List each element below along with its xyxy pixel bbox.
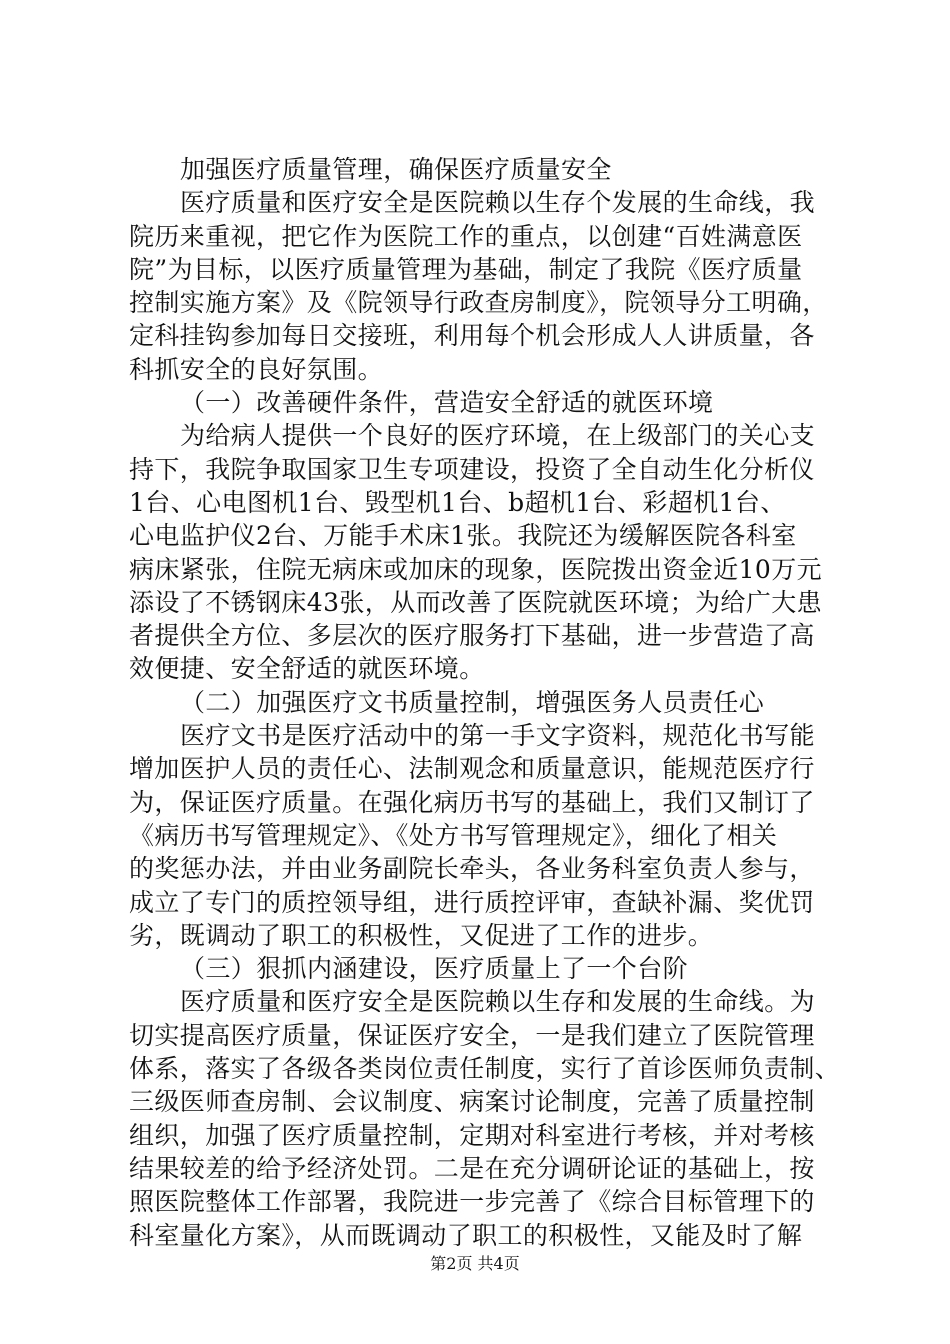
text-line: 三级医师查房制、会议制度、病案讨论制度，完善了质量控制 — [129, 1087, 815, 1117]
text-line: 1台、心电图机1台、毁型机1台、b超机1台、彩超机1台、 — [129, 487, 786, 517]
text-line: 医疗文书是医疗活动中的第一手文字资料，规范化书写能 — [180, 721, 816, 751]
subsection-heading: （二）加强医疗文书质量控制，增强医务人员责任心 — [180, 687, 765, 717]
text-line: 效便捷、安全舒适的就医环境。 — [129, 654, 485, 684]
text-line: 控制实施方案》及《院领导行政查房制度》，院领导分工明确， — [129, 288, 828, 318]
text-line: 为给病人提供一个良好的医疗环境，在上级部门的关心支 — [180, 421, 816, 451]
text-line: 的奖惩办法，并由业务副院长牵头，各业务科室负责人参与， — [129, 854, 815, 884]
text-line: 组织，加强了医疗质量控制，定期对科室进行考核，并对考核 — [129, 1120, 815, 1150]
text-line: 病床紧张，住院无病床或加床的现象，医院拨出资金近10万元 — [129, 554, 823, 584]
text-line: 照医院整体工作部署，我院进一步完善了《综合目标管理下的 — [129, 1187, 815, 1217]
text-line: 劣，既调动了职工的积极性，又促进了工作的进步。 — [129, 920, 714, 950]
text-line: 医疗质量和医疗安全是医院赖以生存个发展的生命线，我 — [180, 188, 816, 218]
text-line: 添设了不锈钢床43张，从而改善了医院就医环境；为给广大患 — [129, 587, 823, 617]
text-line: 科室量化方案》，从而既调动了职工的积极性，又能及时了解 — [129, 1220, 803, 1250]
subsection-heading: （一）改善硬件条件，营造安全舒适的就医环境 — [180, 388, 714, 418]
text-line: 体系，落实了各级各类岗位责任制度，实行了首诊医师负责制、 — [129, 1054, 841, 1084]
document-body — [129, 153, 841, 1252]
text-line: 为，保证医疗质量。在强化病历书写的基础上，我们又制订了 — [129, 787, 815, 817]
text-line: 院历来重视，把它作为医院工作的重点，以创建“百姓满意医 — [129, 221, 803, 251]
text-line: 者提供全方位、多层次的医疗服务打下基础，进一步营造了高 — [129, 621, 815, 651]
text-line: 切实提高医疗质量，保证医疗安全，一是我们建立了医院管理 — [129, 1020, 815, 1050]
text-line: 增加医护人员的责任心、法制观念和质量意识，能规范医疗行 — [129, 754, 815, 784]
section-title: 加强医疗质量管理，确保医疗质量安全 — [180, 155, 612, 184]
text-line: 院”为目标，以医疗质量管理为基础，制定了我院《医疗质量 — [129, 254, 803, 284]
text-line: 心电监护仪2台、万能手术床1张。我院还为缓解医院各科室 — [129, 521, 797, 551]
text-line: 《病历书写管理规定》、《处方书写管理规定》，细化了相关 — [129, 820, 778, 850]
subsection-heading: （三）狠抓内涵建设，医疗质量上了一个台阶 — [180, 954, 689, 984]
text-line: 医疗质量和医疗安全是医院赖以生存和发展的生命线。为 — [180, 987, 816, 1017]
page-footer: 第2页 共4页 — [430, 1254, 520, 1273]
text-line: 成立了专门的质控领导组，进行质控评审，查缺补漏、奖优罚 — [129, 887, 815, 917]
text-line: 科抓安全的良好氛围。 — [129, 354, 384, 384]
text-line: 结果较差的给予经济处罚。二是在充分调研论证的基础上，按 — [129, 1153, 815, 1183]
text-line: 持下，我院争取国家卫生专项建设，投资了全自动生化分析仪 — [129, 454, 815, 484]
text-line: 定科挂钩参加每日交接班，利用每个机会形成人人讲质量，各 — [129, 321, 815, 351]
